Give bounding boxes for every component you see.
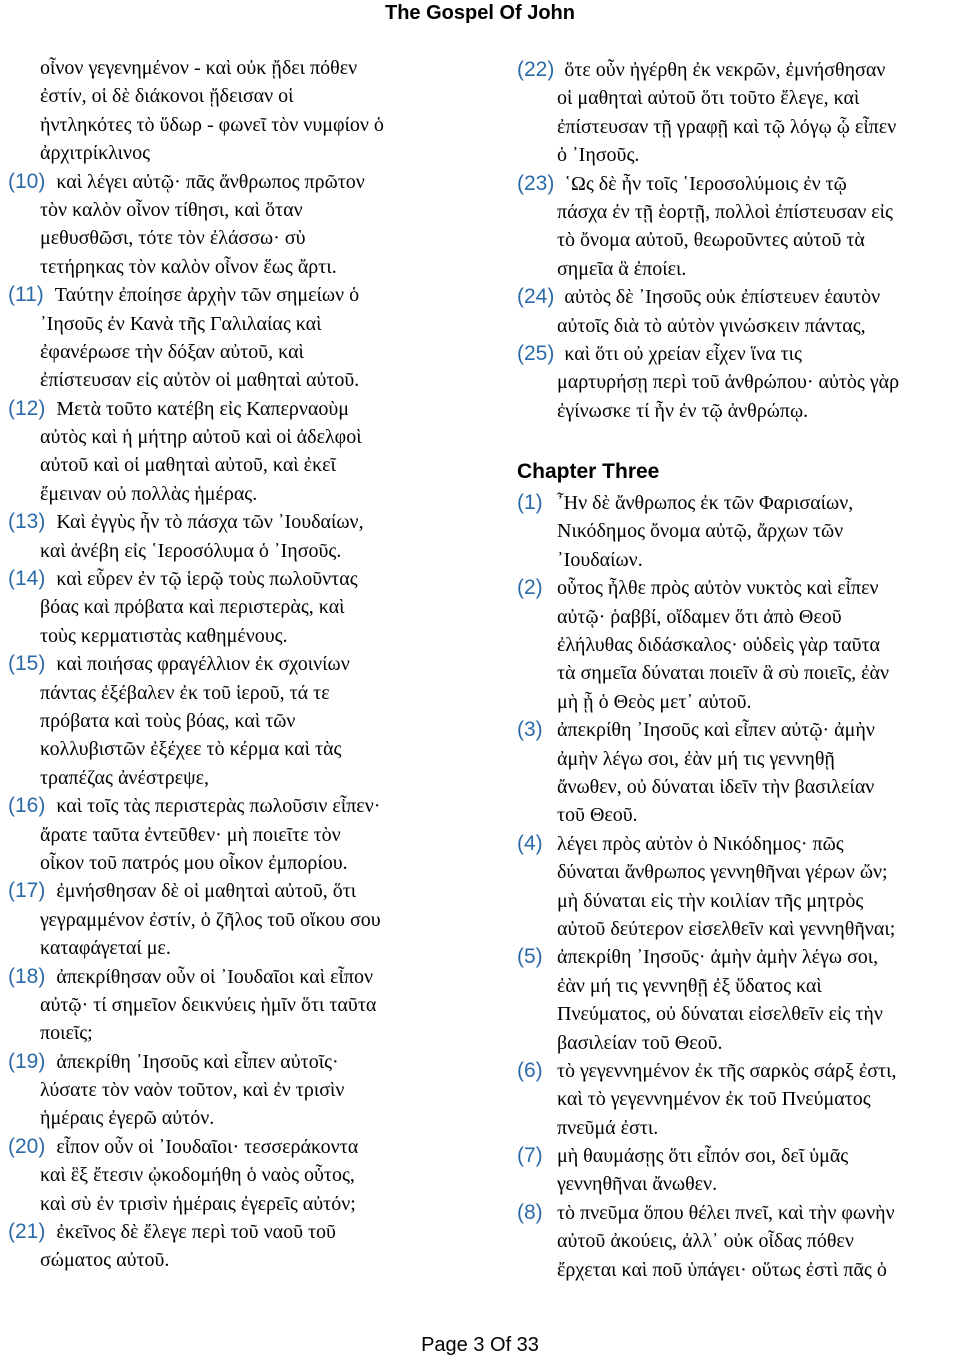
- verse-text: μὴ ᾖ ὁ Θεὸς μετ᾿ αὐτοῦ.: [557, 690, 752, 713]
- verse-number: (4): [517, 831, 543, 855]
- chapter3-verse-2: [517, 574, 958, 716]
- chapter2-verse-10: [8, 168, 498, 282]
- verse-number: (23): [517, 171, 555, 195]
- chapter2-verse-21: [8, 1218, 498, 1275]
- chapter2-verse-14: [8, 565, 498, 650]
- verse-line: [517, 574, 958, 602]
- verse-text: ἀμὴν λέγω σοι, ἐὰν μή τις γεννηθῇ: [557, 747, 835, 770]
- verse-line: [517, 1000, 958, 1028]
- verse-line: [8, 1133, 498, 1161]
- verse-text: τὰ σημεῖα δύναται ποιεῖν ἃ σὺ ποιεῖς, ἐὰν: [557, 662, 890, 685]
- verse-text: λύσατε τὸν ναὸν τοῦτον, καὶ ἐν τρισὶν: [40, 1079, 345, 1102]
- chapter2-verse-19: [8, 1048, 498, 1133]
- verse-line: [8, 1076, 498, 1104]
- verse-number: (12): [8, 396, 46, 420]
- verse-text: βόας καὶ πρόβατα καὶ περιστερὰς, καὶ: [40, 596, 345, 619]
- verse-text: πάντας ἐξέβαλεν ἐκ τοῦ ἱεροῦ, τά τε: [40, 681, 330, 704]
- verse-text: τετήρηκας τὸν καλὸν οἶνον ἕως ἄρτι.: [40, 255, 337, 278]
- verse-line: [8, 650, 498, 678]
- verse-number: (18): [8, 964, 46, 988]
- verse-line: [8, 451, 498, 479]
- verse-line: [517, 56, 958, 84]
- verse-line: [517, 255, 958, 283]
- verse-number: (6): [517, 1058, 543, 1082]
- verse-line: [8, 480, 498, 508]
- verse-text: κολλυβιστῶν ἐξέχεε τὸ κέρμα καὶ τὰς: [40, 738, 342, 761]
- chapter2-verse-18: [8, 963, 498, 1048]
- chapter-two-verses: [517, 56, 958, 425]
- verse-line: [517, 943, 958, 971]
- verse-number: (13): [8, 510, 46, 534]
- verse-text: μεθυσθῶσι, τότε τὸν ἐλάσσω· σὺ: [40, 227, 306, 250]
- verse-text: ἀπεκρίθη ᾿Ιησοῦς καὶ εἶπεν αὐτῷ· ἀμὴν: [557, 719, 875, 742]
- chapter2-verse-11: [8, 281, 498, 395]
- verse-text: μὴ θαυμάσῃς ὅτι εἶπόν σοι, δεῖ ὑμᾶς: [557, 1145, 849, 1168]
- verse-text: σημεῖα ἃ ἐποίει.: [557, 257, 687, 280]
- verse-line: [8, 735, 498, 763]
- verse-text: καὶ ἓξ ἔτεσιν ᾠκοδομήθη ὁ ναὸς οὗτος,: [40, 1164, 355, 1187]
- chapter3-verse-7: [517, 1142, 958, 1199]
- verse-line: [517, 773, 958, 801]
- verse-number: (15): [8, 652, 46, 676]
- left-verses: [8, 168, 498, 1275]
- verse-text: σώματος αὐτοῦ.: [40, 1249, 170, 1272]
- verse-number: (1): [517, 491, 543, 515]
- verse-text: ῏Ην δὲ ἄνθρωπος ἐκ τῶν Φαρισαίων,: [557, 492, 854, 515]
- verse-line: [517, 226, 958, 254]
- verse-text: αὐτοῦ δεύτερον εἰσελθεῖν καὶ γεννηθῆναι;: [557, 917, 896, 940]
- verse-text: Πνεύματος, οὐ δύναται εἰσελθεῖν εἰς τὴν: [557, 1003, 883, 1026]
- verse-text: καὶ ἀνέβη εἰς ῾Ιεροσόλυμα ὁ ᾿Ιησοῦς.: [40, 539, 342, 562]
- verse-line: [8, 877, 498, 905]
- verse-text: ἐμνήσθησαν δὲ οἱ μαθηταὶ αὐτοῦ, ὅτι: [56, 880, 357, 903]
- verse-text: καὶ εὗρεν ἐν τῷ ἱερῷ τοὺς πωλοῦντας: [56, 568, 358, 591]
- verse-line: [517, 489, 958, 517]
- verse-text: τοῦ Θεοῦ.: [557, 804, 638, 827]
- verse-text: καὶ λέγει αὐτῷ· πᾶς ἄνθρωπος πρῶτον: [56, 170, 365, 193]
- chapter2-verse-23: [517, 170, 958, 284]
- left-column: [8, 54, 498, 1294]
- verse-text: ἐγίνωσκε τί ἦν ἐν τῷ ἀνθρώπῳ.: [557, 399, 809, 422]
- verse-line: [517, 631, 958, 659]
- verse-line: [517, 1142, 958, 1170]
- verse-line: [517, 368, 958, 396]
- verse-line: [8, 622, 498, 650]
- verse-text: αὐτῷ· ῥαββί, οἴδαμεν ὅτι ἀπὸ Θεοῦ: [557, 605, 842, 628]
- verse-text: τραπέζας ἀνέστρεψε,: [40, 766, 209, 789]
- verse-text-line: ἐστίν, οἱ δὲ διάκονοι ᾔδεισαν οἱ: [40, 85, 294, 108]
- right-column: [517, 56, 958, 1296]
- verse-line: [517, 659, 958, 687]
- verse-number: (3): [517, 718, 543, 742]
- verse-text: βασιλείαν τοῦ Θεοῦ.: [557, 1031, 723, 1054]
- verse-text: ἡμέραις ἐγερῶ αὐτόν.: [40, 1107, 215, 1130]
- verse-text: καὶ ποιήσας φραγέλλιον ἐκ σχοινίων: [56, 653, 350, 676]
- verse-text: καὶ τοῖς τὰς περιστερὰς πωλοῦσιν εἶπεν·: [56, 795, 381, 818]
- verse-text: οἶκον τοῦ πατρός μου οἶκον ἐμπορίου.: [40, 851, 348, 874]
- verse-line: [517, 1256, 958, 1284]
- verse-text: οὗτος ἦλθε πρὸς αὐτὸν νυκτὸς καὶ εἶπεν: [557, 577, 879, 600]
- verse-line: [517, 546, 958, 574]
- chapter3-verse-5: [517, 943, 958, 1057]
- verse-line: [517, 170, 958, 198]
- verse-line: [8, 508, 498, 536]
- verse-line: [8, 565, 498, 593]
- verse-text: Μετὰ τοῦτο κατέβη εἰς Καπερναοὺμ: [56, 397, 349, 420]
- verse-number: (22): [517, 58, 555, 81]
- verse-text-line: ἠντληκότες τὸ ὕδωρ - φωνεῖ τὸν νυμφίον ὁ: [40, 113, 384, 136]
- chapter-three-verses: [517, 489, 958, 1284]
- verse-line: [517, 1227, 958, 1255]
- verse-line: [8, 1161, 498, 1189]
- verse-line: [8, 991, 498, 1019]
- verse-line: [517, 397, 958, 425]
- verse-text: καὶ τὸ γεγεννημένον ἐκ τοῦ Πνεύματος: [557, 1088, 871, 1111]
- verse-text: γεννηθῆναι ἄνωθεν.: [557, 1173, 718, 1196]
- chapter3-verse-8: [517, 1199, 958, 1284]
- verse-line: [8, 707, 498, 735]
- verse-text: ἐὰν μή τις γεννηθῇ ἐξ ὕδατος καὶ: [557, 974, 822, 997]
- verse-text: ἄνωθεν, οὐ δύναται ἰδεῖν τὴν βασιλείαν: [557, 775, 875, 798]
- verse-line: [8, 1246, 498, 1274]
- verse-text: ποιεῖς;: [40, 1022, 93, 1045]
- verse-text: οἱ μαθηταὶ αὐτοῦ ὅτι τοῦτο ἔλεγε, καὶ: [557, 87, 860, 110]
- verse-number: (20): [8, 1134, 46, 1158]
- verse-line: [8, 679, 498, 707]
- verse-text: καταφάγεταί με.: [40, 937, 171, 960]
- verse-number: (19): [8, 1049, 46, 1073]
- verse-text: τὸ πνεῦμα ὅπου θέλει πνεῖ, καὶ τὴν φωνὴν: [557, 1201, 895, 1224]
- chapter2-verse-22: [517, 56, 958, 170]
- verse-line: [8, 593, 498, 621]
- verse-line: [517, 1199, 958, 1227]
- verse-line: [8, 423, 498, 451]
- verse-text: πάσχα ἐν τῇ ἑορτῇ, πολλοὶ ἐπίστευσαν εἰς: [557, 200, 893, 223]
- verse-line: [517, 1085, 958, 1113]
- verse-text: αὐτὸς καὶ ἡ μήτηρ αὐτοῦ καὶ οἱ ἀδελφοὶ: [40, 426, 362, 449]
- verse-text: ἐφανέρωσε τὴν δόξαν αὐτοῦ, καὶ: [40, 340, 304, 363]
- verse-text: ῾Ως δὲ ἦν τοῖς ῾Ιεροσολύμοις ἐν τῷ: [564, 172, 847, 195]
- verse-line: [8, 366, 498, 394]
- verse-text: Καὶ ἐγγὺς ἦν τὸ πάσχα τῶν ᾿Ιουδαίων,: [56, 511, 364, 534]
- verse-line: [517, 283, 958, 311]
- verse-text: τὸ ὄνομα αὐτοῦ, θεωροῦντες αὐτοῦ τὰ: [557, 229, 865, 252]
- verse-line: [8, 537, 498, 565]
- verse-text: αὐτοῦ ἀκούεις, ἀλλ᾿ οὐκ οἶδας πόθεν: [557, 1230, 854, 1253]
- verse-line: [517, 1029, 958, 1057]
- verse-text: καὶ ὅτι οὐ χρείαν εἶχεν ἵνα τις: [564, 342, 802, 365]
- verse-line: [8, 395, 498, 423]
- verse-number: (16): [8, 794, 46, 818]
- chapter-heading: Chapter Three: [517, 460, 660, 484]
- verse-line: [517, 141, 958, 169]
- verse-line: [517, 915, 958, 943]
- verse-line: [8, 906, 498, 934]
- verse-number: (24): [517, 285, 555, 309]
- chapter2-verse-25: [517, 340, 958, 425]
- verse-line: [8, 821, 498, 849]
- verse-number: (21): [8, 1220, 46, 1244]
- verse-text: ἐλήλυθας διδάσκαλος· οὐδεὶς γὰρ ταῦτα: [557, 634, 880, 657]
- verse-text: ᾿Ιησοῦς ἐν Κανὰ τῆς Γαλιλαίας καὶ: [40, 312, 322, 335]
- verse-text: ἔρχεται καὶ ποῦ ὑπάγει· οὕτως ἐστὶ πᾶς ὁ: [557, 1258, 887, 1281]
- book-title: The Gospel Of John: [384, 2, 575, 24]
- verse-line: [517, 830, 958, 858]
- chapter3-verse-1: [517, 489, 958, 574]
- verse-line: [8, 1190, 498, 1218]
- verse-line: [517, 1057, 958, 1085]
- verse-text: εἶπον οὖν οἱ ᾿Ιουδαῖοι· τεσσεράκοντα: [56, 1135, 359, 1158]
- verse-line: [517, 745, 958, 773]
- verse-line: [517, 972, 958, 1000]
- verse-text: ἐπίστευσαν τῇ γραφῇ καὶ τῷ λόγῳ ᾧ εἶπεν: [557, 115, 897, 138]
- verse-number: (14): [8, 567, 46, 591]
- chapter3-verse-3: [517, 716, 958, 830]
- verse-line: [8, 849, 498, 877]
- verse-text: μαρτυρήσῃ περὶ τοῦ ἀνθρώπου· αὐτὸς γὰρ: [557, 371, 900, 394]
- verse-text: τὸ γεγεννημένον ἐκ τῆς σαρκὸς σάρξ ἐστι,: [557, 1059, 897, 1082]
- chapter2-verse-12: [8, 395, 498, 509]
- chapter2-verse-20: [8, 1133, 498, 1218]
- verse-line: [517, 858, 958, 886]
- verse-text: αὐτοῖς διὰ τὸ αὐτὸν γινώσκειν πάντας,: [557, 314, 866, 337]
- chapter3-verse-6: [517, 1057, 958, 1142]
- verse-line: [8, 1048, 498, 1076]
- verse-text: Νικόδημος ὄνομα αὐτῷ, ἄρχων τῶν: [557, 520, 844, 543]
- verse-text: πνεῦμά ἐστι.: [557, 1116, 659, 1139]
- verse-line: [8, 310, 498, 338]
- verse-line: [8, 281, 498, 309]
- verse-text: τοὺς κερματιστὰς καθημένους.: [40, 624, 288, 647]
- verse-number: (17): [8, 879, 46, 903]
- verse-line: [8, 224, 498, 252]
- verse-number: (25): [517, 341, 555, 365]
- verse-line: [8, 253, 498, 281]
- verse-line: [517, 312, 958, 340]
- verse-line: [517, 1170, 958, 1198]
- chapter2-verse-16: [8, 792, 498, 877]
- verse-text-line: οἶνον γεγενημένον - καὶ οὐκ ᾔδει πόθεν: [40, 57, 358, 79]
- verse-text: πρόβατα καὶ τοὺς βόας, καὶ τῶν: [40, 709, 296, 732]
- verse-line: [517, 887, 958, 915]
- verse-text: τὸν καλὸν οἶνον τίθησι, καὶ ὅταν: [40, 198, 303, 221]
- chapter2-verse-13: [8, 508, 498, 565]
- verse-line: [8, 1218, 498, 1246]
- verse-text: μὴ δύναται εἰς τὴν κοιλίαν τῆς μητρὸς: [557, 889, 864, 912]
- verse-number: (8): [517, 1200, 543, 1224]
- verse-line: [8, 963, 498, 991]
- verse-line: [8, 934, 498, 962]
- chapter2-verse-15: [8, 650, 498, 792]
- verse-line: [8, 168, 498, 196]
- verse-line: [517, 517, 958, 545]
- verse-text: αὐτοῦ καὶ οἱ μαθηταὶ αὐτοῦ, καὶ ἐκεῖ: [40, 454, 336, 477]
- verse-text: ὁ ᾿Ιησοῦς.: [557, 144, 640, 167]
- verse-line: [8, 1104, 498, 1132]
- continued-verse: [8, 54, 498, 168]
- verse-number: (11): [8, 283, 44, 307]
- verse-text-line: ἀρχιτρίκλινος: [40, 142, 150, 165]
- verse-line: [517, 688, 958, 716]
- verse-line: [517, 603, 958, 631]
- verse-line: [517, 198, 958, 226]
- verse-line: [8, 1019, 498, 1047]
- verse-text: ἀπεκρίθησαν οὖν οἱ ᾿Ιουδαῖοι καὶ εἶπον: [56, 965, 374, 988]
- verse-text: ᾿Ιουδαίων.: [557, 548, 643, 571]
- verse-line: [517, 1114, 958, 1142]
- verse-line: [517, 340, 958, 368]
- verse-text: ἀπεκρίθη ᾿Ιησοῦς καὶ εἶπεν αὐτοῖς·: [56, 1050, 339, 1073]
- verse-text: ἐκεῖνος δὲ ἔλεγε περὶ τοῦ ναοῦ τοῦ: [56, 1221, 336, 1244]
- verse-number: (5): [517, 945, 543, 969]
- verse-line: [8, 792, 498, 820]
- verse-text: ἐπίστευσαν εἰς αὐτὸν οἱ μαθηταὶ αὐτοῦ.: [40, 369, 360, 392]
- verse-number: (10): [8, 169, 46, 193]
- page-number: Page 3 Of 33: [421, 1334, 539, 1356]
- verse-text: ὅτε οὖν ἠγέρθη ἐκ νεκρῶν, ἐμνήσθησαν: [564, 59, 886, 81]
- chapter2-verse-24: [517, 283, 958, 340]
- verse-text: αὐτὸς δὲ ᾿Ιησοῦς οὐκ ἐπίστευεν ἑαυτὸν: [564, 286, 881, 309]
- verse-text: δύναται ἄνθρωπος γεννηθῆναι γέρων ὤν;: [557, 861, 888, 884]
- verse-text: ἄρατε ταῦτα ἐντεῦθεν· μὴ ποιεῖτε τὸν: [40, 823, 341, 846]
- verse-line: [517, 716, 958, 744]
- verse-text: ἔμειναν οὐ πολλὰς ἡμέρας.: [40, 482, 258, 505]
- chapter3-verse-4: [517, 830, 958, 944]
- verse-text: αὐτῷ· τί σημεῖον δεικνύεις ἡμῖν ὅτι ταῦτα: [40, 993, 377, 1016]
- verse-line: [8, 196, 498, 224]
- chapter2-verse-17: [8, 877, 498, 962]
- verse-line: [517, 113, 958, 141]
- verse-line: [517, 801, 958, 829]
- verse-text: Ταύτην ἐποίησε ἀρχὴν τῶν σημείων ὁ: [54, 284, 360, 307]
- verse-text: γεγραμμένον ἐστίν, ὁ ζῆλος τοῦ οἴκου σου: [40, 908, 381, 931]
- verse-line: [517, 84, 958, 112]
- verse-number: (2): [517, 576, 543, 600]
- verse-text: ἀπεκρίθη ᾿Ιησοῦς· ἀμὴν ἀμὴν λέγω σοι,: [557, 946, 879, 969]
- verse-text: καὶ σὺ ἐν τρισὶν ἡμέραις ἐγερεῖς αὐτόν;: [40, 1192, 356, 1215]
- verse-text: λέγει πρὸς αὐτὸν ὁ Νικόδημος· πῶς: [557, 832, 844, 855]
- verse-line: [8, 338, 498, 366]
- verse-line: [8, 764, 498, 792]
- verse-number: (7): [517, 1144, 543, 1168]
